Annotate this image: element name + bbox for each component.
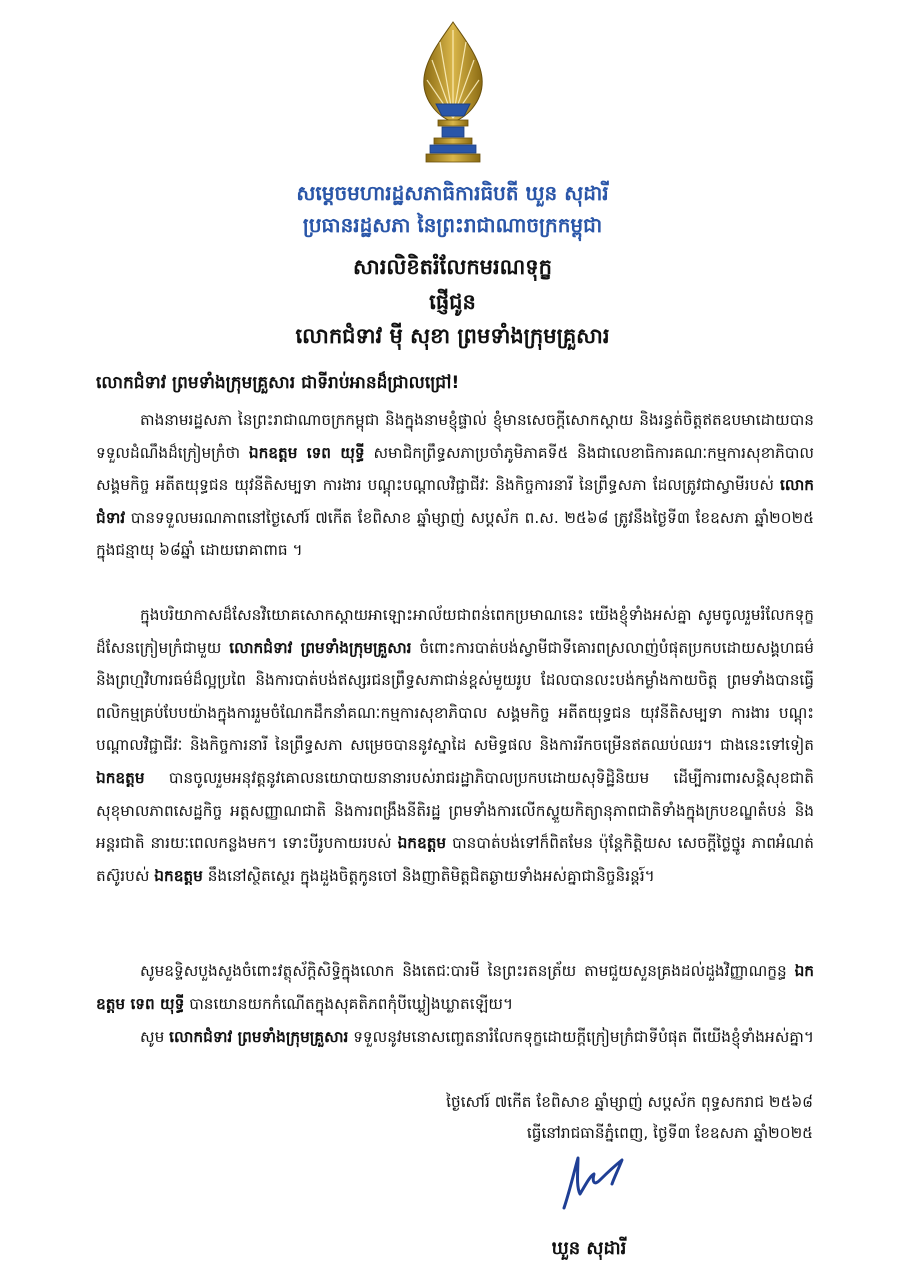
- paragraph-3: សូមឧទ្ទិសបួងសួងចំពោះវត្ថុស័ក្តិសិទ្ធិក្នុងលោក និងតេជៈបារមី នៃព្រះរតនត្រ័យ តាមជួយសួនគ្រងដល់ដួងវិញ្ញាណក្ខន្ធ ឯកឧត្តម ទេព យុទ្ធី បានយោនយកកំណើតក្នុងសុគតិភពកុំបីឃ្លៀងឃ្លាតឡើយ។: [96, 962, 814, 1013]
- national-assembly-emblem-icon: [418, 20, 488, 170]
- paragraph-4: សូម លោកជំទាវ ព្រមទាំងក្រុមគ្រួសារ ទទួលនូវមនោសញ្ចេតនារំលែកទុក្ខដោយក្តីក្រៀមក្រំជាទីបំផុត ពីយើងខ្ញុំទាំងអស់គ្នា។: [140, 1028, 814, 1046]
- date-solar: ធ្វើនៅរាជធានីភ្នំពេញ, ថ្ងៃទី៣ ខែឧសភា ឆ្នាំ២០២៥: [526, 1124, 813, 1142]
- signer-name: ឃួន សុដារី: [551, 1238, 627, 1259]
- paragraph-1: តាងនាមរដ្ឋសភា នៃព្រះរាជាណាចក្រកម្ពុជា និងក្នុងនាមខ្ញុំផ្ទាល់ ខ្ញុំមានសេចក្តីសោកស្តាយ និងរន្ធត់ចិត្តឥតឧបមាដោយបានទទួលដំណឹងដ៏ក្រៀមក្រំថា ឯកឧត្តម ទេព យុទ្ធី សមាជិកព្រឹទ្ធសភាប្រចាំភូមិភាគទី៥ និងជាលេខាធិការគណៈកម្មការសុខាភិបាល សង្គមកិច្ច អតីតយុទ្ធជន យុវនីតិសម្បទា ការងារ បណ្តុះបណ្តាលវិជ្ជាជីវៈ និងកិច្ចការនារី នៃព្រឹទ្ធសភា ដែលត្រូវជាស្វាមីរបស់ លោកជំទាវ បានទទួលមរណភាពនៅថ្ងៃសៅរ៍ ៧កើត ខែពិសាខ ឆ្នាំម្សាញ់ សប្តស័ក ព.ស. ២៥៦៨ ត្រូវនឹងថ្ងៃទី៣ ខែឧសភា ឆ្នាំ២០២៥ ក្នុងជន្មាយុ ៦៨ឆ្នាំ ដោយរោគាពាធ ។: [96, 411, 814, 560]
- header-title-position: ប្រធានរដ្ឋសភា នៃព្រះរាជាណាចក្រកម្ពុជា: [302, 213, 603, 237]
- letter-subtitle: ផ្ញើជូន: [429, 290, 476, 314]
- header-title-president: សម្តេចមហារដ្ឋសភាធិការធិបតី ឃួន សុដារី: [296, 181, 609, 205]
- salutation: លោកជំទាវ ព្រមទាំងក្រុមគ្រួសារ ជាទីរាប់អានដ៏ជ្រាលជ្រៅ!: [96, 373, 460, 393]
- date-lunar: ថ្ងៃសៅរ៍ ៧កើត ខែពិសាខ ឆ្នាំម្សាញ់ សប្តស័ក ពុទ្ធសករាជ ២៥៦៨: [446, 1093, 813, 1111]
- paragraph-2: ក្នុងបរិយាកាសដ៏សែនវិយោគសោកស្តាយអាឡោះអាល័យជាពន់ពេកប្រមាណនេះ យើងខ្ញុំទាំងអស់គ្នា សូមចូលរួមរំលែកទុក្ខដ៏សែនក្រៀមក្រំជាមួយ លោកជំទាវ ព្រមទាំងក្រុមគ្រួសារ ចំពោះការបាត់បង់ស្វាមីជាទីគោរពស្រលាញ់បំផុតប្រកបដោយសង្គហធម៌ និងព្រហ្មវិហារធម៌ដ៏ល្អប្រពៃ និងការបាត់បង់ឥស្សរជនព្រឹទ្ធសភាជាន់ខ្ពស់មួយរូប ដែលបានលះបង់កម្លាំងកាយចិត្ត ព្រមទាំងបានធ្វើពលិកម្មគ្រប់បែបយ៉ាងក្នុងការរួមចំណែកដឹកនាំគណៈកម្មការសុខាភិបាល សង្គមកិច្ច អតីតយុទ្ធជន យុវនីតិសម្បទា ការងារ បណ្តុះបណ្តាលវិជ្ជាជីវៈ និងកិច្ចការនារី នៃព្រឹទ្ធសភា សម្រេចបាននូវស្នាដៃ សមិទ្ធផល និងការរីកចម្រើនឥតឈប់ឈរ។ ជាងនេះទៅទៀត ឯកឧត្តម បានចូលរួមអនុវត្តនូវគោលនយោបាយនានារបស់រាជរដ្ឋាភិបាលប្រកបដោយសុទិដ្ឋិនិយម ដើម្បីការពារសន្តិសុខជាតិ សុខុមាលភាពសេដ្ឋកិច្ច អត្តសញ្ញាណជាតិ និងការពង្រឹងនីតិរដ្ឋ ព្រមទាំងការលើកស្ទួយកិត្យានុភាពជាតិទាំងក្នុងក្របខណ្ឌតំបន់ និងអន្តរជាតិ នារយៈពេលកន្លងមក។ ទោះបីរូបកាយរបស់ ឯកឧត្តម បានបាត់បង់ទៅក៏ពិតមែន ប៉ុន្តែកិត្តិយស សេចក្តីថ្លៃថ្នូរ ភាពអំណត់តស៊ូរបស់ ឯកឧត្តម នឹងនៅស្ថិតស្ថេរ ក្នុងដួងចិត្តកូនចៅ និងញាតិមិត្តជិតឆ្ងាយទាំងអស់គ្នាជានិច្ចនិរន្តរ៍។: [96, 606, 815, 885]
- letter-recipient: លោកជំទាវ មុី សុខា ព្រមទាំងក្រុមគ្រួសារ: [295, 324, 610, 348]
- letter-title: សារលិខិតរំលែកមរណទុក្ខ: [353, 255, 552, 279]
- handwritten-signature: [556, 1150, 632, 1212]
